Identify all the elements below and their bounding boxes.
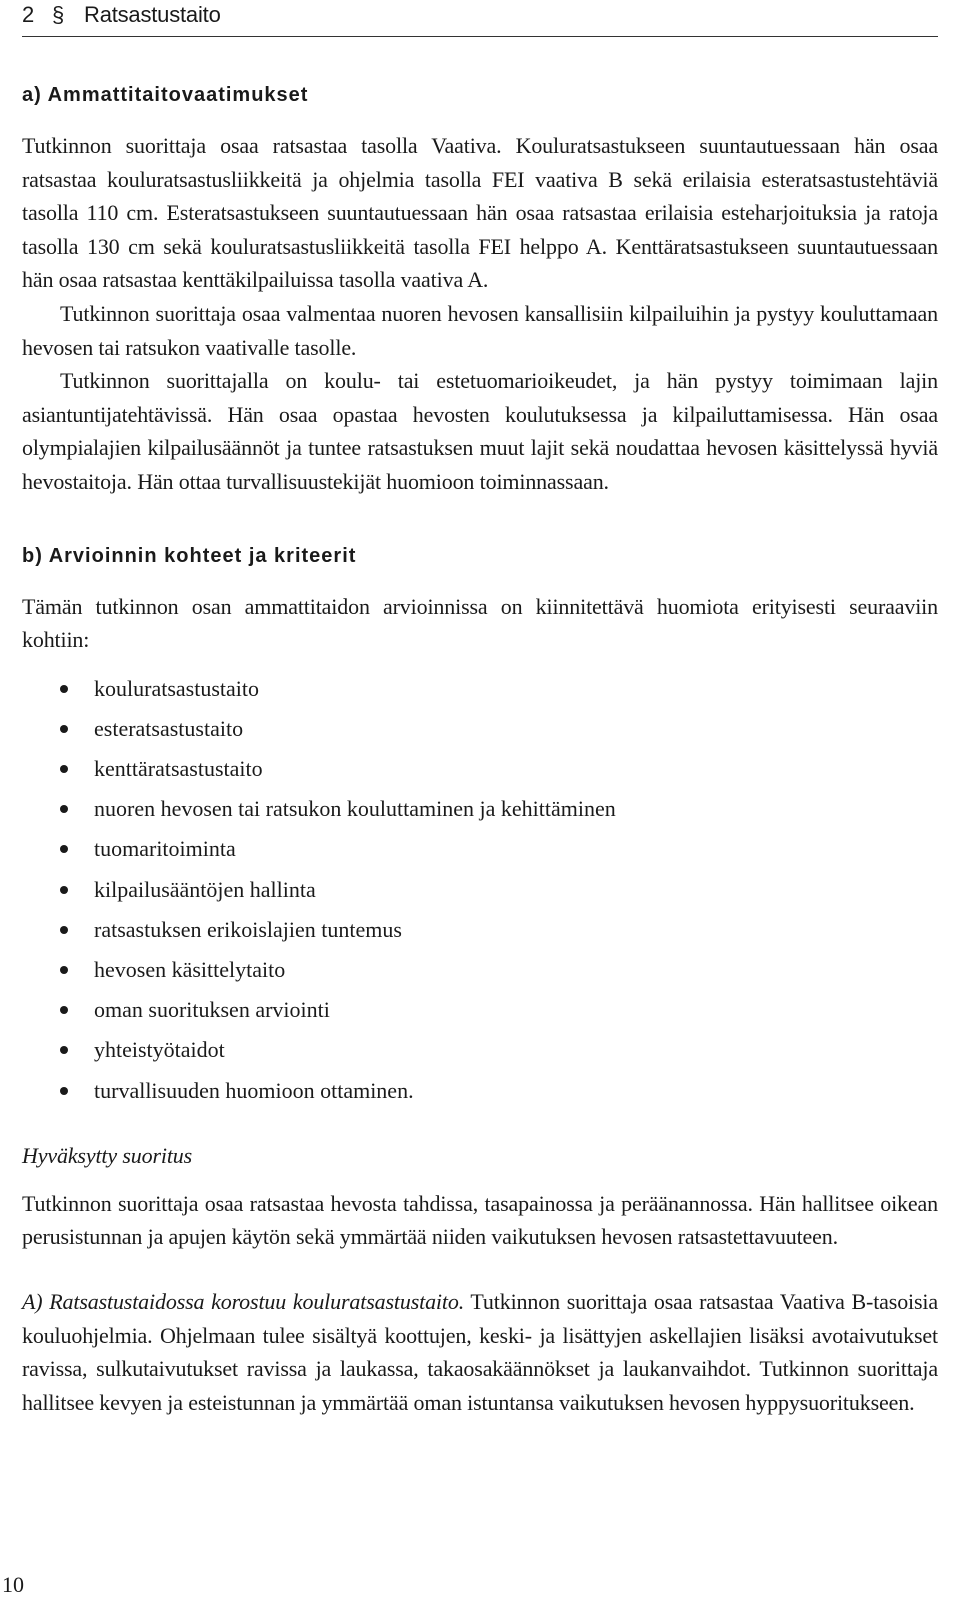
criteria-item bbox=[22, 1071, 938, 1111]
criteria-item bbox=[22, 910, 938, 950]
accepted-heading: Hyväksytty suoritus bbox=[22, 1142, 193, 1168]
page-header bbox=[22, 0, 938, 37]
accepted-paragraph-1: Tutkinnon suorittaja osaa ratsastaa hevosta tahdissa, tasapainossa ja peräänannossa. Hän hallitsee oikean perusistunnan ja apujen käytön sekä ymmärtää niiden vaikutuksen hevosen ratsastettavuuteen. bbox=[22, 1190, 938, 1250]
criteria-item-label: kenttäratsastustaito bbox=[94, 756, 263, 782]
bullet-icon bbox=[60, 805, 68, 813]
criteria-item bbox=[22, 950, 938, 990]
bullet-icon bbox=[60, 886, 68, 894]
criteria-item bbox=[22, 870, 938, 910]
bullet-icon bbox=[60, 685, 68, 693]
bullet-icon bbox=[60, 725, 68, 733]
bullet-icon bbox=[60, 1006, 68, 1014]
criteria-item bbox=[22, 789, 938, 829]
bullet-icon bbox=[60, 765, 68, 773]
section-a-paragraph-2: Tutkinnon suorittaja osaa valmentaa nuoren hevosen kansallisiin kilpailuihin ja pystyy kouluttamaan hevosen tai ratsukon vaativalle tasolle. bbox=[22, 300, 938, 360]
criteria-item bbox=[22, 709, 938, 749]
bullet-icon bbox=[60, 966, 68, 974]
criteria-item bbox=[22, 669, 938, 709]
section-b-intro: Tämän tutkinnon osan ammattitaidon arvioinnissa on kiinnitettävä huomiota erityisesti seuraaviin kohtiin: bbox=[22, 593, 938, 653]
page-body bbox=[22, 78, 938, 1419]
section-b-heading: b) Arvioinnin kohteet ja kriteerit bbox=[22, 544, 357, 567]
criteria-item bbox=[22, 749, 938, 789]
section-symbol: § bbox=[52, 2, 65, 27]
bullet-icon bbox=[60, 926, 68, 934]
bullet-icon bbox=[60, 1087, 68, 1095]
criteria-item-label: esteratsastustaito bbox=[94, 715, 244, 741]
chapter-title: Ratsastustaito bbox=[84, 2, 221, 27]
criteria-item-label: tuomaritoiminta bbox=[94, 836, 236, 862]
criteria-item-label: oman suorituksen arviointi bbox=[94, 997, 330, 1023]
page-number: 10 bbox=[2, 1572, 24, 1597]
bullet-icon bbox=[60, 845, 68, 853]
criteria-item bbox=[22, 990, 938, 1030]
criteria-item-label: turvallisuuden huomioon ottaminen. bbox=[94, 1077, 414, 1103]
criteria-item bbox=[22, 829, 938, 869]
accepted-paragraph-2-lead: A) Ratsastustaidossa korostuu kouluratsastustaito. bbox=[22, 1288, 465, 1314]
criteria-item-label: yhteistyötaidot bbox=[94, 1037, 225, 1063]
chapter-number: 2 bbox=[22, 2, 35, 27]
criteria-item-label: kouluratsastustaito bbox=[94, 675, 259, 701]
criteria-item-label: nuoren hevosen tai ratsukon kouluttaminen ja kehittäminen bbox=[94, 796, 616, 822]
criteria-list bbox=[22, 669, 938, 1111]
criteria-item bbox=[22, 1030, 938, 1070]
bullet-icon bbox=[60, 1046, 68, 1054]
section-a-paragraph-1: Tutkinnon suorittaja osaa ratsastaa tasolla Vaativa. Kouluratsastukseen suuntautuessaan hän osaa ratsastaa kouluratsastusliikkeitä ja ohjelmia tasolla FEI vaativa B sekä erilaisia esteratsastustehtäviä tasolla 110 cm. Esteratsastukseen suuntautuessaan hän osaa ratsastaa erilaisia esteharjoituksia ja ratoja tasolla 130 cm sekä kouluratsastusliikkeitä tasolla FEI helppo A. Kenttäratsastukseen suuntautuessaan hän osaa ratsastaa kenttäkilpailuissa tasolla vaativa A. bbox=[22, 133, 938, 293]
accepted-paragraph-2 bbox=[22, 1285, 938, 1419]
criteria-item-label: hevosen käsittelytaito bbox=[94, 957, 286, 983]
accepted-paragraph-2-rest: Tutkinnon suorittaja osaa ratsastaa Vaativa B-tasoisia kouluohjelmia. Ohjelmaan tulee sisältyä koottujen, keski- ja lisättyjen askellajien lisäksi avotaivutukset ravissa, sulkutaivutukset ravissa ja laukassa, takaosakäännökset ja laukanvaihdot. Tutkinnon suorittaja hallitsee kevyen ja esteistunnan ja ymmärtää oman istuntansa vaikutuksen hevosen hyppysuoritukseen. bbox=[22, 1288, 938, 1415]
criteria-item-label: kilpailusääntöjen hallinta bbox=[94, 876, 316, 902]
section-a-paragraph-3: Tutkinnon suorittajalla on koulu- tai estetuomarioikeudet, ja hän pystyy toimimaan lajin asiantuntijatehtävissä. Hän osaa opastaa hevosten koulutuksessa ja kilpailuttamisessa. Hän osaa olympialajien kilpailusäännöt ja tuntee ratsastuksen muut lajit sekä noudattaa hevosen käsittelyssä hyviä hevostaitoja. Hän ottaa turvallisuustekijät huomioon toiminnassaan. bbox=[22, 368, 938, 494]
section-a-heading: a) Ammattitaitovaatimukset bbox=[22, 84, 309, 106]
criteria-item-label: ratsastuksen erikoislajien tuntemus bbox=[94, 916, 402, 942]
